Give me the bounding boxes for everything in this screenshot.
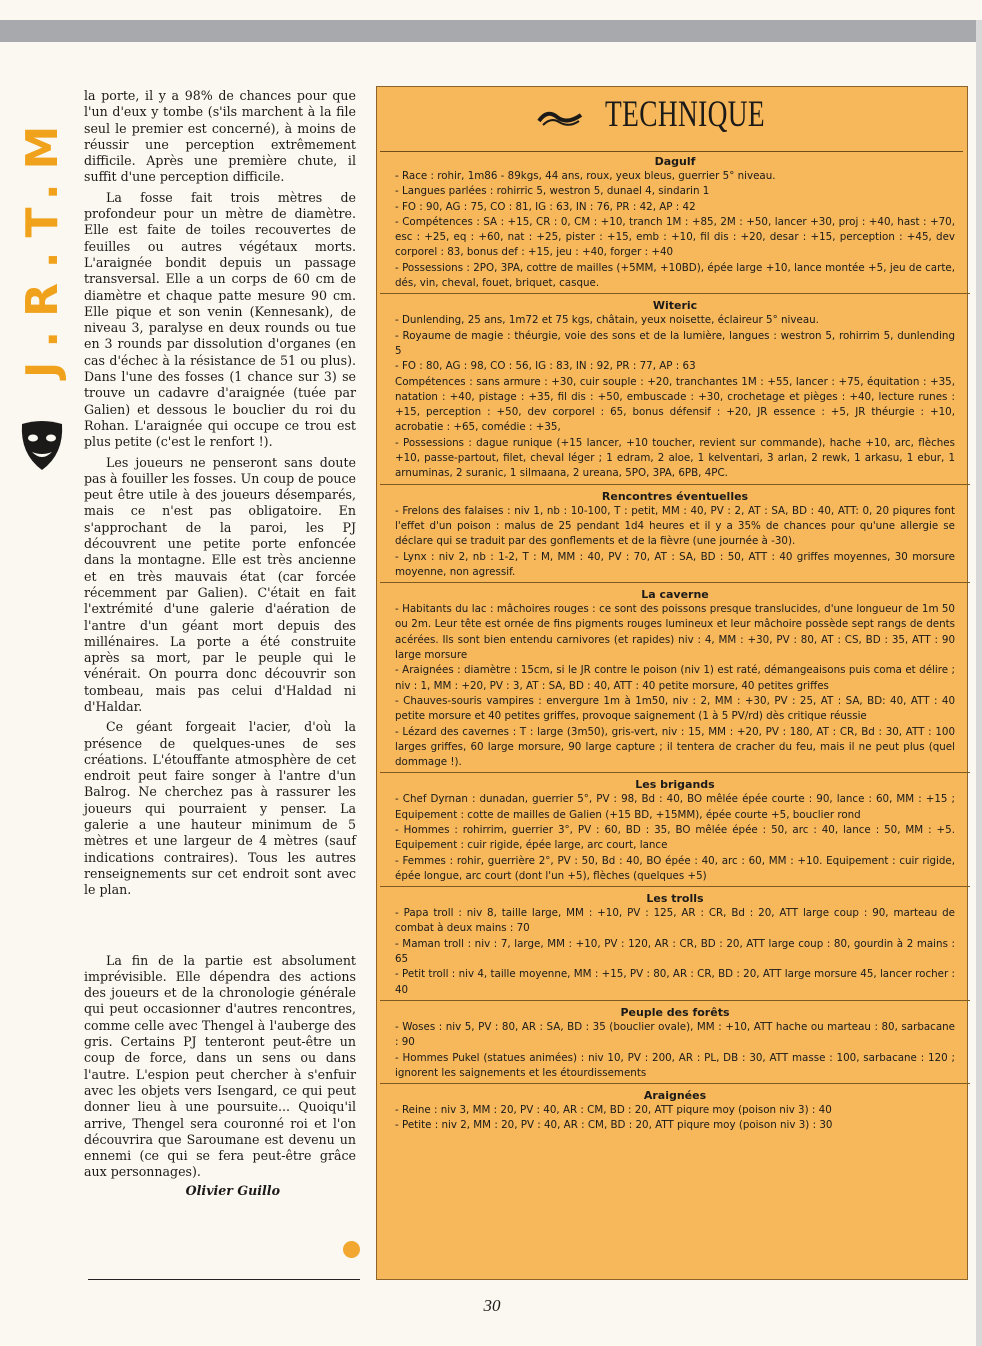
section-separator [380, 772, 970, 773]
stat-line: - Maman troll : niv : 7, large, MM : +10, PV : 120, AR : CR, BD : 20, ATT large coup : 80, gourdin à 2 mains : 65 [395, 937, 955, 966]
stat-line: - Reine : niv 3, MM : 20, PV : 40, AR : CM, BD : 20, ATT piqure moy (poison niv 3) : 40 [395, 1104, 832, 1117]
stat-line: - Possessions : dague runique (+15 lancer, +10 toucher, revient sur commande), hache +10, arc, flèches +10, passe-partout, filet, cheval léger ; 1 edram, 2 aloe, 1 kelventari, 3 arlan, 2 rewk, 1 arkasu, 1 ebur, 1 arnuminas, 2 suranic, 1 silmaana, 2 ureana, 5PO, 3PA, 6PB, 4PC. [395, 436, 955, 480]
stat-line: - Araignées : diamètre : 15cm, si le JR contre le poison (niv 1) est raté, démangeaisons puis coma et délire ; niv : 1, MM : +20, PV : 3, AT : SA, BD : 40, ATT : 40 petite morsure, 40 petites griffes [395, 664, 955, 692]
stat-line: - Woses : niv 5, PV : 80, AR : SA, BD : 35 (bouclier ovale), MM : +10, ATT hache ou marteau : 80, sarbacane : 90 [395, 1020, 955, 1049]
article-paragraph: La fin de la partie est absolument imprévisible. Elle dépendra des actions des joueurs et de la chronologie générale qui peut occasionner d'autres rencontres, comme celle avec Thengel à l'auberge des gris. Certains PJ tenteront peut-être un coup de force, dans un sens ou dans l'autre. L'espion peut chercher à s'enfuir avec les objets vers Isengard, ce qui peut donner lieu à une poursuite... Quoiqu'il arrive, Thengel sera couronné roi et l'on découvrira que Saroumane est devenu un ennemi (ce qui se fera peut-être grâce aux personnages). [84, 952, 356, 1180]
stat-line: - Habitants du lac : mâchoires rouges : ce sont des poissons presque translucides, d'une longueur de 1m 50 ou 2m. Leur tête est ornée de fins pigments rouges lumineux et leur mâchoire possède sept rangs de dents acérées. Ils sont bien entendu carnivores (et rapides) niv : 4, MM : +30, PV : 80, AT : CS, BD : 35, ATT : 90 large morsure [395, 603, 955, 662]
stat-line: - Papa troll : niv 8, taille large, MM : +10, PV : 125, AR : CR, Bd : 20, ATT large coup : 90, marteau de combat à deux mains : 70 [395, 907, 955, 935]
section-title: Rencontres éventuelles [601, 489, 749, 503]
section-title: Peuple des forêts [620, 1005, 730, 1019]
section-title: Dagulf [654, 155, 696, 168]
stat-line: - Royaume de magie : théurgie, voie des sons et de la lumière, langues : westron 5, rohirrim 5, dunlending 5 [395, 329, 955, 357]
stat-line: - FO : 90, AG : 75, CO : 81, IG : 63, IN : 76, PR : 42, AP : 42 [395, 200, 696, 213]
stat-line: - Petit troll : niv 4, taille moyenne, MM : +15, PV : 80, AR : CR, BD : 20, ATT large morsure 45, lancer rocher : 40 [395, 968, 955, 996]
stat-section [395, 489, 955, 583]
theatre-mask-icon [18, 418, 66, 474]
article-paragraph: la porte, il y a 98% de chances pour que l'un d'eux y tombe (s'ils marchent à la file seul le premier est concerné), à moins de réussir une perception extrêmement difficile. Après une première chute, il suffit d'une perception difficile. [84, 88, 356, 185]
technique-sections [395, 154, 955, 1134]
stat-section [395, 154, 955, 294]
section-separator [380, 582, 970, 583]
technique-panel [376, 86, 968, 1280]
stat-line: - Race : rohir, 1m86 - 89kgs, 44 ans, roux, yeux bleus, guerrier 5° niveau. [395, 170, 776, 182]
wave-icon [537, 107, 583, 131]
stat-line: - Petite : niv 2, MM : 20, PV : 40, AR : CM, BD : 20, ATT piqure moy (poison niv 3) : 30 [395, 1119, 833, 1132]
column-bottom-rule [88, 1279, 360, 1280]
panel-rule [380, 151, 963, 152]
section-separator [380, 484, 970, 485]
author-signature: Olivier Guillo [185, 1182, 280, 1198]
section-title: La caverne [641, 588, 709, 602]
stat-line: - Frelons des falaises : niv 1, nb : 10-100, T : petit, MM : 40, PV : 2, AT : SA, BD : 40, ATT: 0, 20 piqures font l'effet d'un poison : malus de 25 pendant 1d4 heures et il y a 35% de chances pour qu'une allergie se déclare qui se traduit par des gonflements et de la fièvre (une journée à -30). [395, 504, 955, 548]
article-paragraph: Les joueurs ne penseront sans doute pas à fouiller les fosses. Un coup de pouce peut être utile à des joueurs désemparés, mais ce n'est pas obligatoire. En s'approchant de la paroi, les PJ découvrent une petite porte enfoncée dans la montagne. Elle est très ancienne et en très mauvais état (car forcée récemment par Galien). C'était en fait l'extrémité d'une galerie d'aération de l'antre d'un géant mort depuis des millénaires. La porte a été construite après sa mort, par le peuple qui le vénérait. On pourra donc découvrir son tombeau, mais pas celui d'Haldad ni d'Haldar. [84, 454, 356, 714]
stat-line: - Femmes : rohir, guerrière 2°, PV : 50, Bd : 40, BO épée : 40, arc : 60, MM : +10. Equipement : cuir rigide, épée longue, arc court (dont l'un +5), flèches (quelques +5) [395, 854, 955, 882]
paragraph-gap [84, 903, 356, 953]
stat-line: - Dunlending, 25 ans, 1m72 et 75 kgs, châtain, yeux noisette, éclaireur 5° niveau. [395, 314, 819, 327]
stat-section [395, 891, 955, 1001]
section-title: Les brigands [635, 778, 715, 792]
stat-section [395, 587, 955, 773]
technique-title: TECHNIQUE [605, 94, 765, 135]
stat-section [395, 777, 955, 887]
article-text-column [84, 88, 356, 1199]
stat-line: - Lynx : niv 2, nb : 1-2, T : M, MM : 40, PV : 70, AT : SA, BD : 50, ATT : 40 griffes moyennes, 30 morsure moyenne, non agressif. [395, 550, 955, 578]
article-paragraph: La fosse fait trois mètres de profondeur pour un mètre de diamètre. Elle est faite de toiles recouvertes de feuilles ou autres végétaux morts. L'araignée bondit depuis un passage transversal. Elle a un corps de 60 cm de diamètre et chaque patte mesure 90 cm. Elle pique et son venin (Kennesank), de niveau 3, paralyse en deux rounds ou tue en 3 rounds par dissolution d'organes (en cas d'échec à la résistance de 51 ou plus). Dans l'une des fosses (1 chance sur 3) se trouve un cadavre d'araignée (tuée par Galien) et dessous le bouclier du roi du Rohan. L'araignée qui occupe ce trou est plus petite (c'est le renfort !). [84, 189, 356, 450]
stat-section [395, 1088, 955, 1134]
stat-section [395, 1005, 955, 1084]
section-title: Araignées [643, 1089, 707, 1103]
stat-section [395, 298, 955, 484]
section-separator [380, 1083, 970, 1084]
section-separator [380, 886, 970, 887]
stat-line: - Hommes : rohirrim, guerrier 3°, PV : 60, BD : 35, BO mêlée épée : 50, arc : 40, lance : 50, MM : +5. Equipement : cuir rigide, épée large, arc court, lance [395, 823, 955, 852]
stat-line: - Chauves-souris vampires : envergure 1m à 1m50, niv : 2, MM : +30, PV : 25, AT : SA, BD: 40, ATT : 40 petite morsure et 40 petites griffes, provoque saignement (1 à 5 PV/rd) dès critique réussie [395, 694, 955, 723]
jrtm-logo: J.R.T.M [17, 111, 68, 379]
stat-line: - Lézard des cavernes : T : large (3m50), gris-vert, niv : 15, MM : +20, PV : 180, AT : CR, Bd : 30, ATT : 100 larges griffes, 60 large morsure, 90 large capture ; il tentera de cracher du feu, mais il ne peut plus (quel dommage !). [395, 725, 955, 769]
section-separator [380, 1000, 970, 1001]
page-number: 30 [483, 1296, 501, 1315]
stat-line: - Chef Dyrnan : dunadan, guerrier 5°, PV : 98, Bd : 40, BO mêlée épée courte : 90, lance : 60, MM : +15 ; Equipement : cotte de mailles de Galien (+15 BD, +15MM), épée courte +5, bouclier rond [395, 793, 955, 821]
stat-line: - Langues parlées : rohirric 5, westron 5, dunael 4, sindarin 1 [395, 185, 710, 198]
section-separator [380, 293, 970, 294]
stat-line: - Compétences : SA : +15, CR : 0, CM : +10, tranch 1M : +85, 2M : +50, lancer +30, proj : +40, hast : +70, esc : +25, eq : +60, nat : +25, pister : +15, emb : +10, fil dis : +20, desar : +15, perception : +45, dev corporel : 83, bonus def : +15, jeu : +40, forger : +40 [395, 215, 955, 259]
stat-line: - Hommes Pukel (statues animées) : niv 10, PV : 200, AR : PL, DB : 30, ATT masse : 100, sarbacane : 120 ; ignorent les saignements et les étourdissements [395, 1051, 955, 1079]
end-dot-icon [343, 1241, 360, 1258]
section-title: Les trolls [646, 892, 704, 906]
stat-line: - FO : 80, AG : 98, CO : 56, IG : 83, IN : 92, PR : 77, AP : 63 [395, 360, 696, 373]
article-paragraph: Ce géant forgeait l'acier, d'où la présence de quelques-unes de ses créations. L'étouffante atmosphère de cet endroit peut faire songer à l'antre d'un Balrog. Ne cherchez pas à rassurer les joueurs qui pourraient y penser. La galerie a une hauteur minimum de 5 mètres et une largeur de 4 mètres (sauf indications contraires). Tous les autres renseignements sur cet endroit sont avec le plan. [84, 719, 356, 898]
technique-header [377, 87, 967, 151]
top-band [0, 20, 982, 42]
right-edge-strip [976, 20, 982, 1346]
stat-line: - Possessions : 2PO, 3PA, cottre de mailles (+5MM, +10BD), épée large +10, lance montée +5, jeu de carte, dés, vin, cheval, fouet, briquet, casque. [395, 261, 955, 290]
stat-line: Compétences : sans armure : +30, cuir souple : +20, tranchantes 1M : +55, lancer : +75, équitation : +35, natation : +40, pistage : +35, fil dis : +50, embuscade : +30, crochetage et pièges : +40, lecture runes : +15, perception : +50, dev corporel : 65, bonus défensif : +20, JR essence : +5, JR théurgie : +10, acrobatie : +65, comédie : +35, [395, 375, 955, 434]
section-title: Witeric [652, 299, 698, 313]
